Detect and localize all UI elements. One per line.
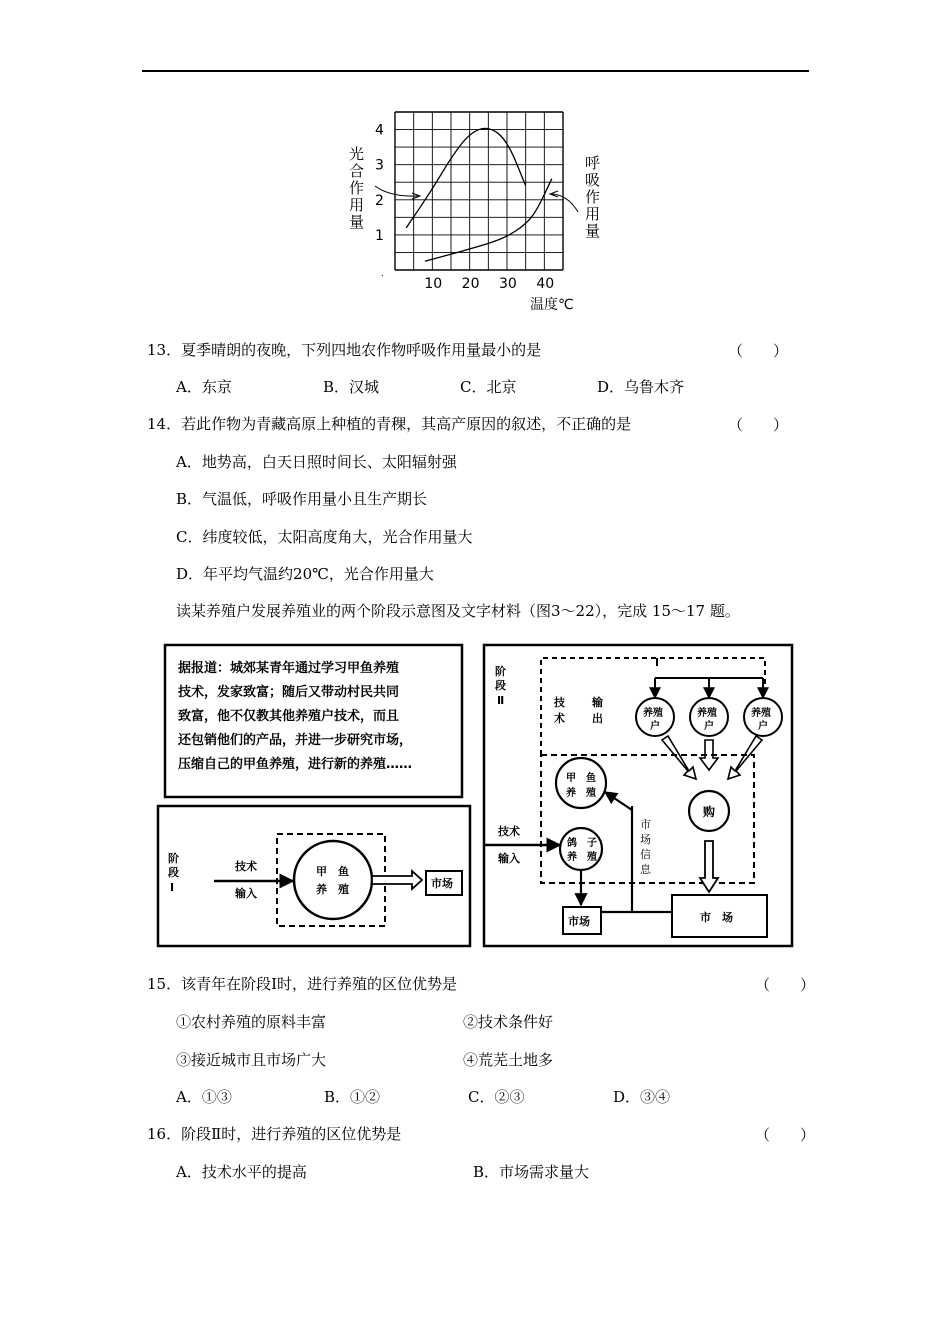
stage1-label-top: 阶 [168,852,179,865]
x-axis-label: 温度℃ [530,297,574,313]
x-tick-label: 40 [536,276,555,292]
stage1-tech: 技术 [235,860,257,873]
q13-option-d: D．乌鲁木齐 [597,378,685,396]
q15-option-b: B．①② [324,1088,381,1106]
q13-option-b: B．汉城 [323,378,380,396]
stage2-jiayu-top: 甲 鱼 [566,773,596,784]
stage2-market-big: 市 场 [700,911,733,924]
stage2-new-bottom: 养 殖 [567,852,597,863]
q15-item-1: ①农村养殖的原料丰富 [176,1013,327,1031]
stage2-jiayu-bottom: 养 殖 [566,788,596,799]
q14-option-b: B．气温低，呼吸作用量小且生产期长 [176,490,428,508]
q13-option-a: A．东京 [176,378,232,396]
market-info-1: 市 [640,818,651,831]
stage2-tech-v1: 技 [554,696,565,709]
market-info-4: 息 [640,863,651,876]
stage2-out-v2: 出 [592,712,603,725]
x-tick-label: 20 [461,276,480,292]
news-line-3: 致富，他不仅教其他养殖户技术，而且 [178,709,400,724]
q15-option-a: A．①③ [176,1088,232,1106]
q14-option-d: D．年平均气温约20℃，光合作用量大 [176,565,434,583]
q15-answer-paren: （ ） [755,976,816,994]
chart-ticks [375,123,554,292]
stage2-label-num: Ⅱ [497,694,505,707]
stage1-circle-bottom: 养 殖 [316,883,349,896]
y-tick-label: 3 [375,157,384,174]
q13-answer-paren: （ ） [728,342,789,360]
right-axis-label: 呼吸作用量 [585,154,601,240]
stage1-label-mid: 段 [168,866,179,879]
breeding-stages-diagram [150,640,800,952]
stage2-input-in: 输入 [498,852,520,865]
news-line-5: 压缩自己的甲鱼养殖，进行新的养殖…… [178,757,413,772]
y-tick-label: 1 [375,227,384,244]
stage2-new-top: 鸽 子 [567,838,597,849]
chart-lines [406,128,552,261]
stage1-market: 市场 [431,877,453,890]
farmer-2-bottom: 户 [704,721,714,732]
y-tick-label: 4 [375,122,384,139]
q14-option-a: A．地势高，白天日照时间长、太阳辐射强 [176,453,457,471]
x-tick-label: 30 [499,276,517,292]
x-tick-label: 10 [424,276,443,292]
origin-dot: . [381,269,384,279]
stage2-new-circle [560,828,602,870]
buy-label: 购 [703,805,716,819]
stage2-label-top: 阶 [495,665,506,678]
stage2-market-small: 市场 [568,915,590,928]
stage2-tech-in: 技术 [498,825,520,838]
q15-stem: 15．该青年在阶段Ⅰ时，进行养殖的区位优势是 [147,975,458,993]
farmer-3-top: 养殖 [751,708,771,719]
news-line-1: 据报道：城郊某青年通过学习甲鱼养殖 [178,661,400,676]
market-info-3: 信 [640,848,651,861]
q14-stem: 14．若此作物为青藏高原上种植的青稞，其高产原因的叙述，不正确的是 [147,415,632,433]
q13-option-c: C．北京 [460,378,517,396]
q15-option-d: D．③④ [613,1088,671,1106]
stage2-out-v1: 输 [592,696,603,709]
q15-item-4: ④荒芜土地多 [463,1051,554,1069]
stage1-circle-top: 甲 鱼 [316,865,349,878]
header-rule [142,70,809,72]
q14-answer-paren: （ ） [728,416,789,434]
q16-answer-paren: （ ） [755,1126,816,1144]
q15-option-c: C．②③ [468,1088,525,1106]
farmer-1-bottom: 户 [650,721,660,732]
stage1-input: 输入 [235,887,257,900]
q15-item-2: ②技术条件好 [463,1013,554,1031]
market-info-2: 场 [640,833,651,846]
q15-item-3: ③接近城市且市场广大 [176,1051,327,1069]
q16-stem: 16．阶段Ⅱ时，进行养殖的区位优势是 [147,1125,402,1143]
farmer-2-top: 养殖 [697,708,717,719]
q16-option-b: B．市场需求量大 [473,1163,590,1181]
stage2-label-mid: 段 [495,679,506,692]
q14-option-c: C．纬度较低，太阳高度角大，光合作用量大 [176,528,473,546]
photosynthesis-line [406,128,525,227]
stage1-label-num: Ⅰ [170,881,175,894]
section-intro: 读某养殖户发展养殖业的两个阶段示意图及文字材料（图3～22），完成 15～17 题。 [176,602,740,620]
farmer-3-bottom: 户 [758,721,768,732]
q16-option-a: A．技术水平的提高 [176,1163,307,1181]
y-tick-label: 2 [375,192,384,209]
news-line-4: 还包销他们的产品，并进一步研究市场， [178,733,413,748]
news-line-2: 技术，发家致富；随后又带动村民共同 [178,685,400,700]
stage2-tech-v2: 术 [554,712,565,725]
q13-stem: 13．夏季晴朗的夜晚，下列四地农作物呼吸作用量最小的是 [147,341,542,359]
stage1-jiayu-circle [294,841,372,919]
farmer-1-top: 养殖 [643,708,663,719]
left-axis-label: 光合作用量 [349,145,365,231]
